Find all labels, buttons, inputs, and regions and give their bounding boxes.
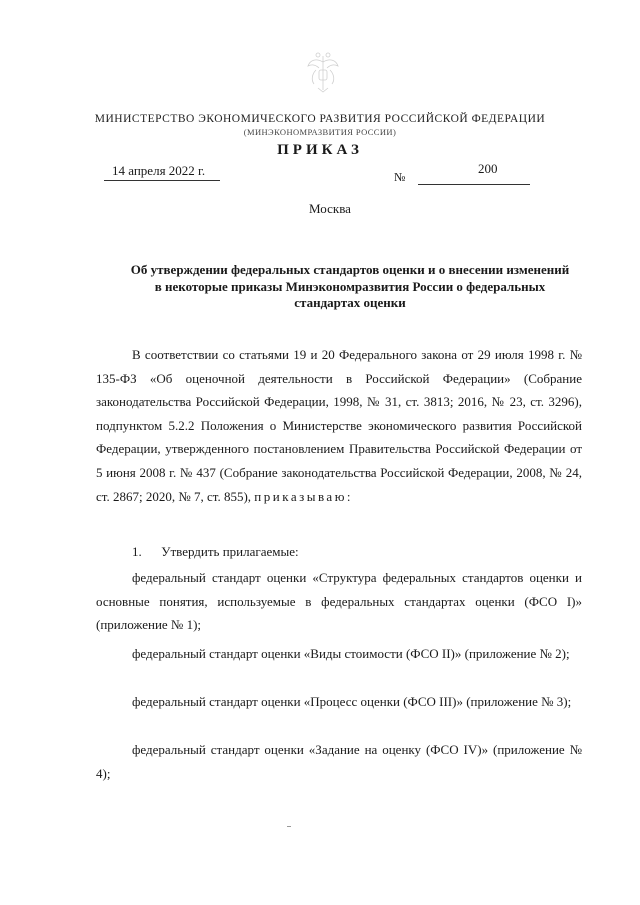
date-underline [104,180,220,181]
standard-item: федеральный стандарт оценки «Задание на оценку (ФСО IV)» (приложение № 4); [96,742,582,781]
document-title [100,262,600,312]
order-word: приказываю: [254,488,354,504]
preamble-text: В соответствии со статьями 19 и 20 Федерального закона от 29 июля 1998 г. № 135-ФЗ «Об оценочной деятельности в Российской Федерации» (Собрание законодательства Российской Федерации, 1998, № 31, ст. 3813; 2016, № 23, ст. 3296), подпунктом 5.2.2 Положения о Министерстве экономического развития Российской Федерации, утвержденного постановлением Правительства Российской Федерации от 5 июня 2008 г. № 437 (Собрание законодательства Российской Федерации, 2008, № 24, ст. 2867; 2020, № 7, ст. 855), [96,347,582,504]
document-type: ПРИКАЗ [277,142,363,158]
standard-item: федеральный стандарт оценки «Процесс оценки (ФСО III)» (приложение № 3); [132,694,572,709]
standard-item: федеральный стандарт оценки «Структура федеральных стандартов оценки и основные понятия, используемые в федеральных стандартах оценки (ФСО I)» (приложение № 1); [96,570,582,633]
title-line: Об утверждении федеральных стандартов оценки и о внесении изменений [130,262,570,277]
standard-item: федеральный стандарт оценки «Виды стоимости (ФСО II)» (приложение № 2); [132,646,570,661]
ministry-name: МИНИСТЕРСТВО ЭКОНОМИЧЕСКОГО РАЗВИТИЯ РОССИЙСКОЙ ФЕДЕРАЦИИ [94,113,546,125]
order-date: 14 апреля 2022 г. [112,163,206,178]
order-number: 200 [478,161,498,176]
city: Москва [309,201,351,216]
title-line: в некоторые приказы Минэкономразвития России о федеральных [154,278,546,294]
item-1: 1. Утвердить прилагаемые: [132,544,299,559]
page-mark [287,826,291,827]
title-line: стандартах оценки [294,295,406,310]
coat-of-arms-icon [302,50,344,96]
number-underline [418,184,530,185]
number-sign: № [394,170,406,184]
ministry-short-name: (МИНЭКОНОМРАЗВИТИЯ РОССИИ) [243,127,397,137]
preamble-paragraph [96,343,582,508]
